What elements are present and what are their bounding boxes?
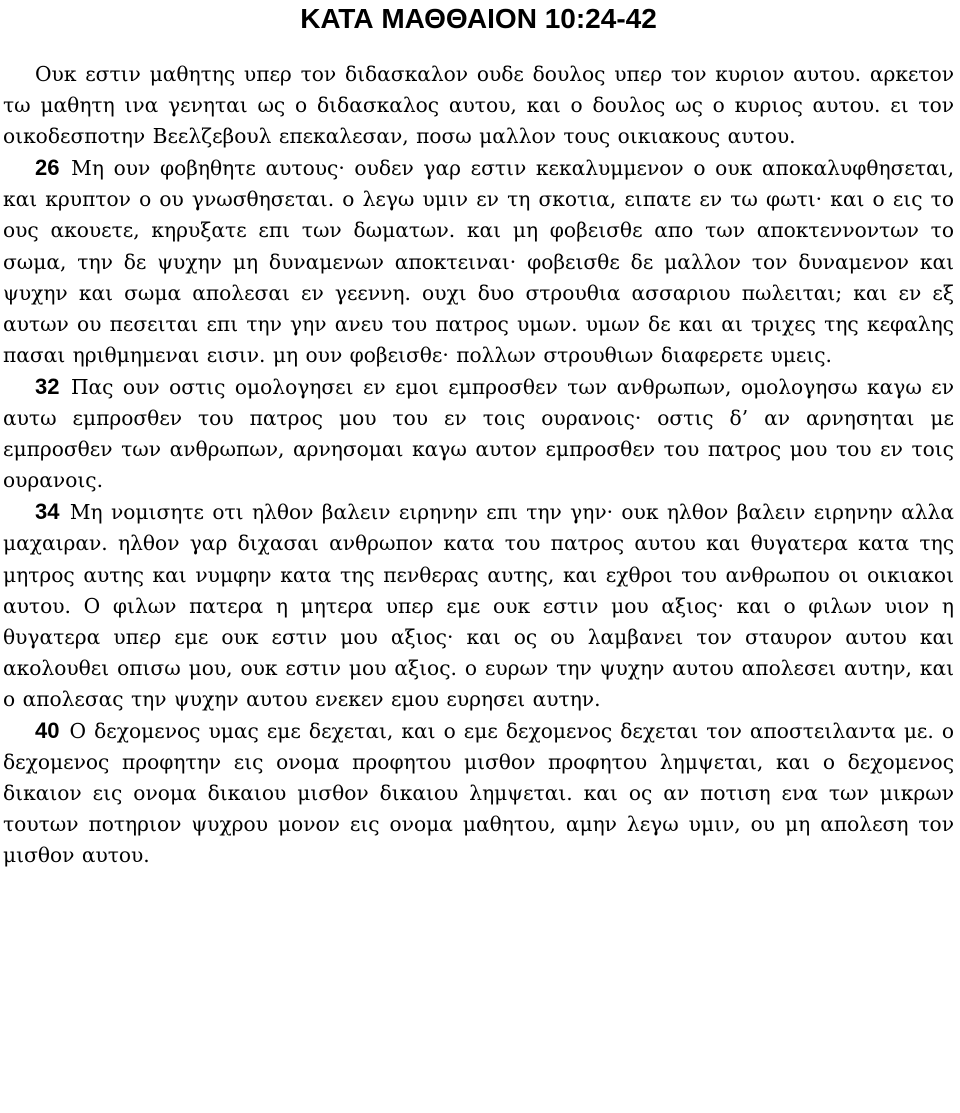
page-title: ΚΑΤΑ ΜΑΘΘΑΙΟΝ 10:24-42 [300,3,657,34]
paragraph-text: Ο δεχομενος υμας εμε δεχεται, και ο εμε δεχομενος δεχεται τον αποστειλαντα με. ο δεχομενος προφητην εις ονομα προφητου μισθον προφητου λημψεται, και ο δεχομενος δικαιον εις ονομα δικαιου μισθον δικαιου λημψεται. και ος αν ποτιση ενα των μικρων τουτων ποτηριον ψυχρου μονον εις ονομα μαθητου, αμην λεγω υμιν, ου μη απολεση τον μισθον αυτου. [3,718,955,868]
verse-number: 40 [35,717,60,743]
paragraph-verse-40 [3,715,954,871]
paragraph-verse-32 [3,371,954,496]
paragraph-text: Μη νομισητε οτι ηλθον βαλειν ειρηνην επι την γην· ουκ ηλθον βαλειν ειρηνην αλλα μαχαιραν. ηλθον γαρ διχασαι ανθρωπον κατα του πατρος αυτου και θυγατερα κατα της μητρος αυτης και νυμφην κατα της πενθερας αυτης, και εχθροι του ανθρωπου οι οικιακοι αυτου. Ο φιλων πατερα η μητερα υπερ εμε ουκ εστιν μου αξιος· και ο φιλων υιον η θυγατερα υπερ εμε ουκ εστιν μου αξιος· και ος ου λαμβανει τον σταυρον αυτου και ακολουθει οπισω μου, ουκ εστιν μου αξιος. ο ευρων την ψυχην αυτου απολεσει αυτην, και ο απολεσας την ψυχην αυτου ενεκεν εμου ευρησει αυτην. [3,500,954,711]
paragraph-text: Μη ουν φοβηθητε αυτους· ουδεν γαρ εστιν κεκαλυμμενον ο ουκ αποκαλυφθησεται, και κρυπτον ο ου γνωσθησεται. ο λεγω υμιν εν τη σκοτια, ειπατε εν τω φωτι· και ο εις το ους ακουετε, κηρυξατε επι των δωματων. και μη φοβεισθε απο των αποκτεννοντων το σωμα, την δε ψυχην μη δυναμενων αποκτειναι· φοβεισθε δε μαλλον τον δυναμενον και ψυχην και σωμα απολεσαι εν γεεννη. ουχι δυο στρουθια ασσαριου πωλειται; και εν εξ αυτων ου πεσειται επι την γην ανευ του πατρος υμων. υμων δε και αι τριχες της κεφαλης πασαι ηριθμημεναι εισιν. μη ουν φοβεισθε· πολλων στρουθιων διαφερετε υμεις. [3,156,954,367]
verse-number: 34 [35,499,60,525]
verse-number: 32 [35,373,60,399]
paragraph-intro [3,59,954,152]
paragraph-text: Ουκ εστιν μαθητης υπερ τον διδασκαλον ουδε δουλος υπερ τον κυριον αυτου. αρκετον τω μαθητη ινα γενηται ως ο διδασκαλος αυτου, και ο δουλος ως ο κυριος αυτου. ει τον οικοδεσποτην Βεελζεβουλ επεκαλεσαν, ποσω μαλλον τους οικιακους αυτου. [3,62,954,149]
paragraph-verse-34 [3,496,954,715]
paragraph-text: Πας ουν οστις ομολογησει εν εμοι εμπροσθεν των ανθρωπων, ομολογησω καγω εν αυτω εμπροσθεν του πατρος μου του εν τοις ουρανοις· οστις δ’ αν αρνησηται με εμπροσθεν των ανθρωπων, αρνησομαι καγω αυτον εμπροσθεν του πατρος μου του εν τοις ουρανοις. [3,374,955,493]
verse-number: 26 [35,155,60,181]
paragraph-verse-26 [3,152,954,371]
